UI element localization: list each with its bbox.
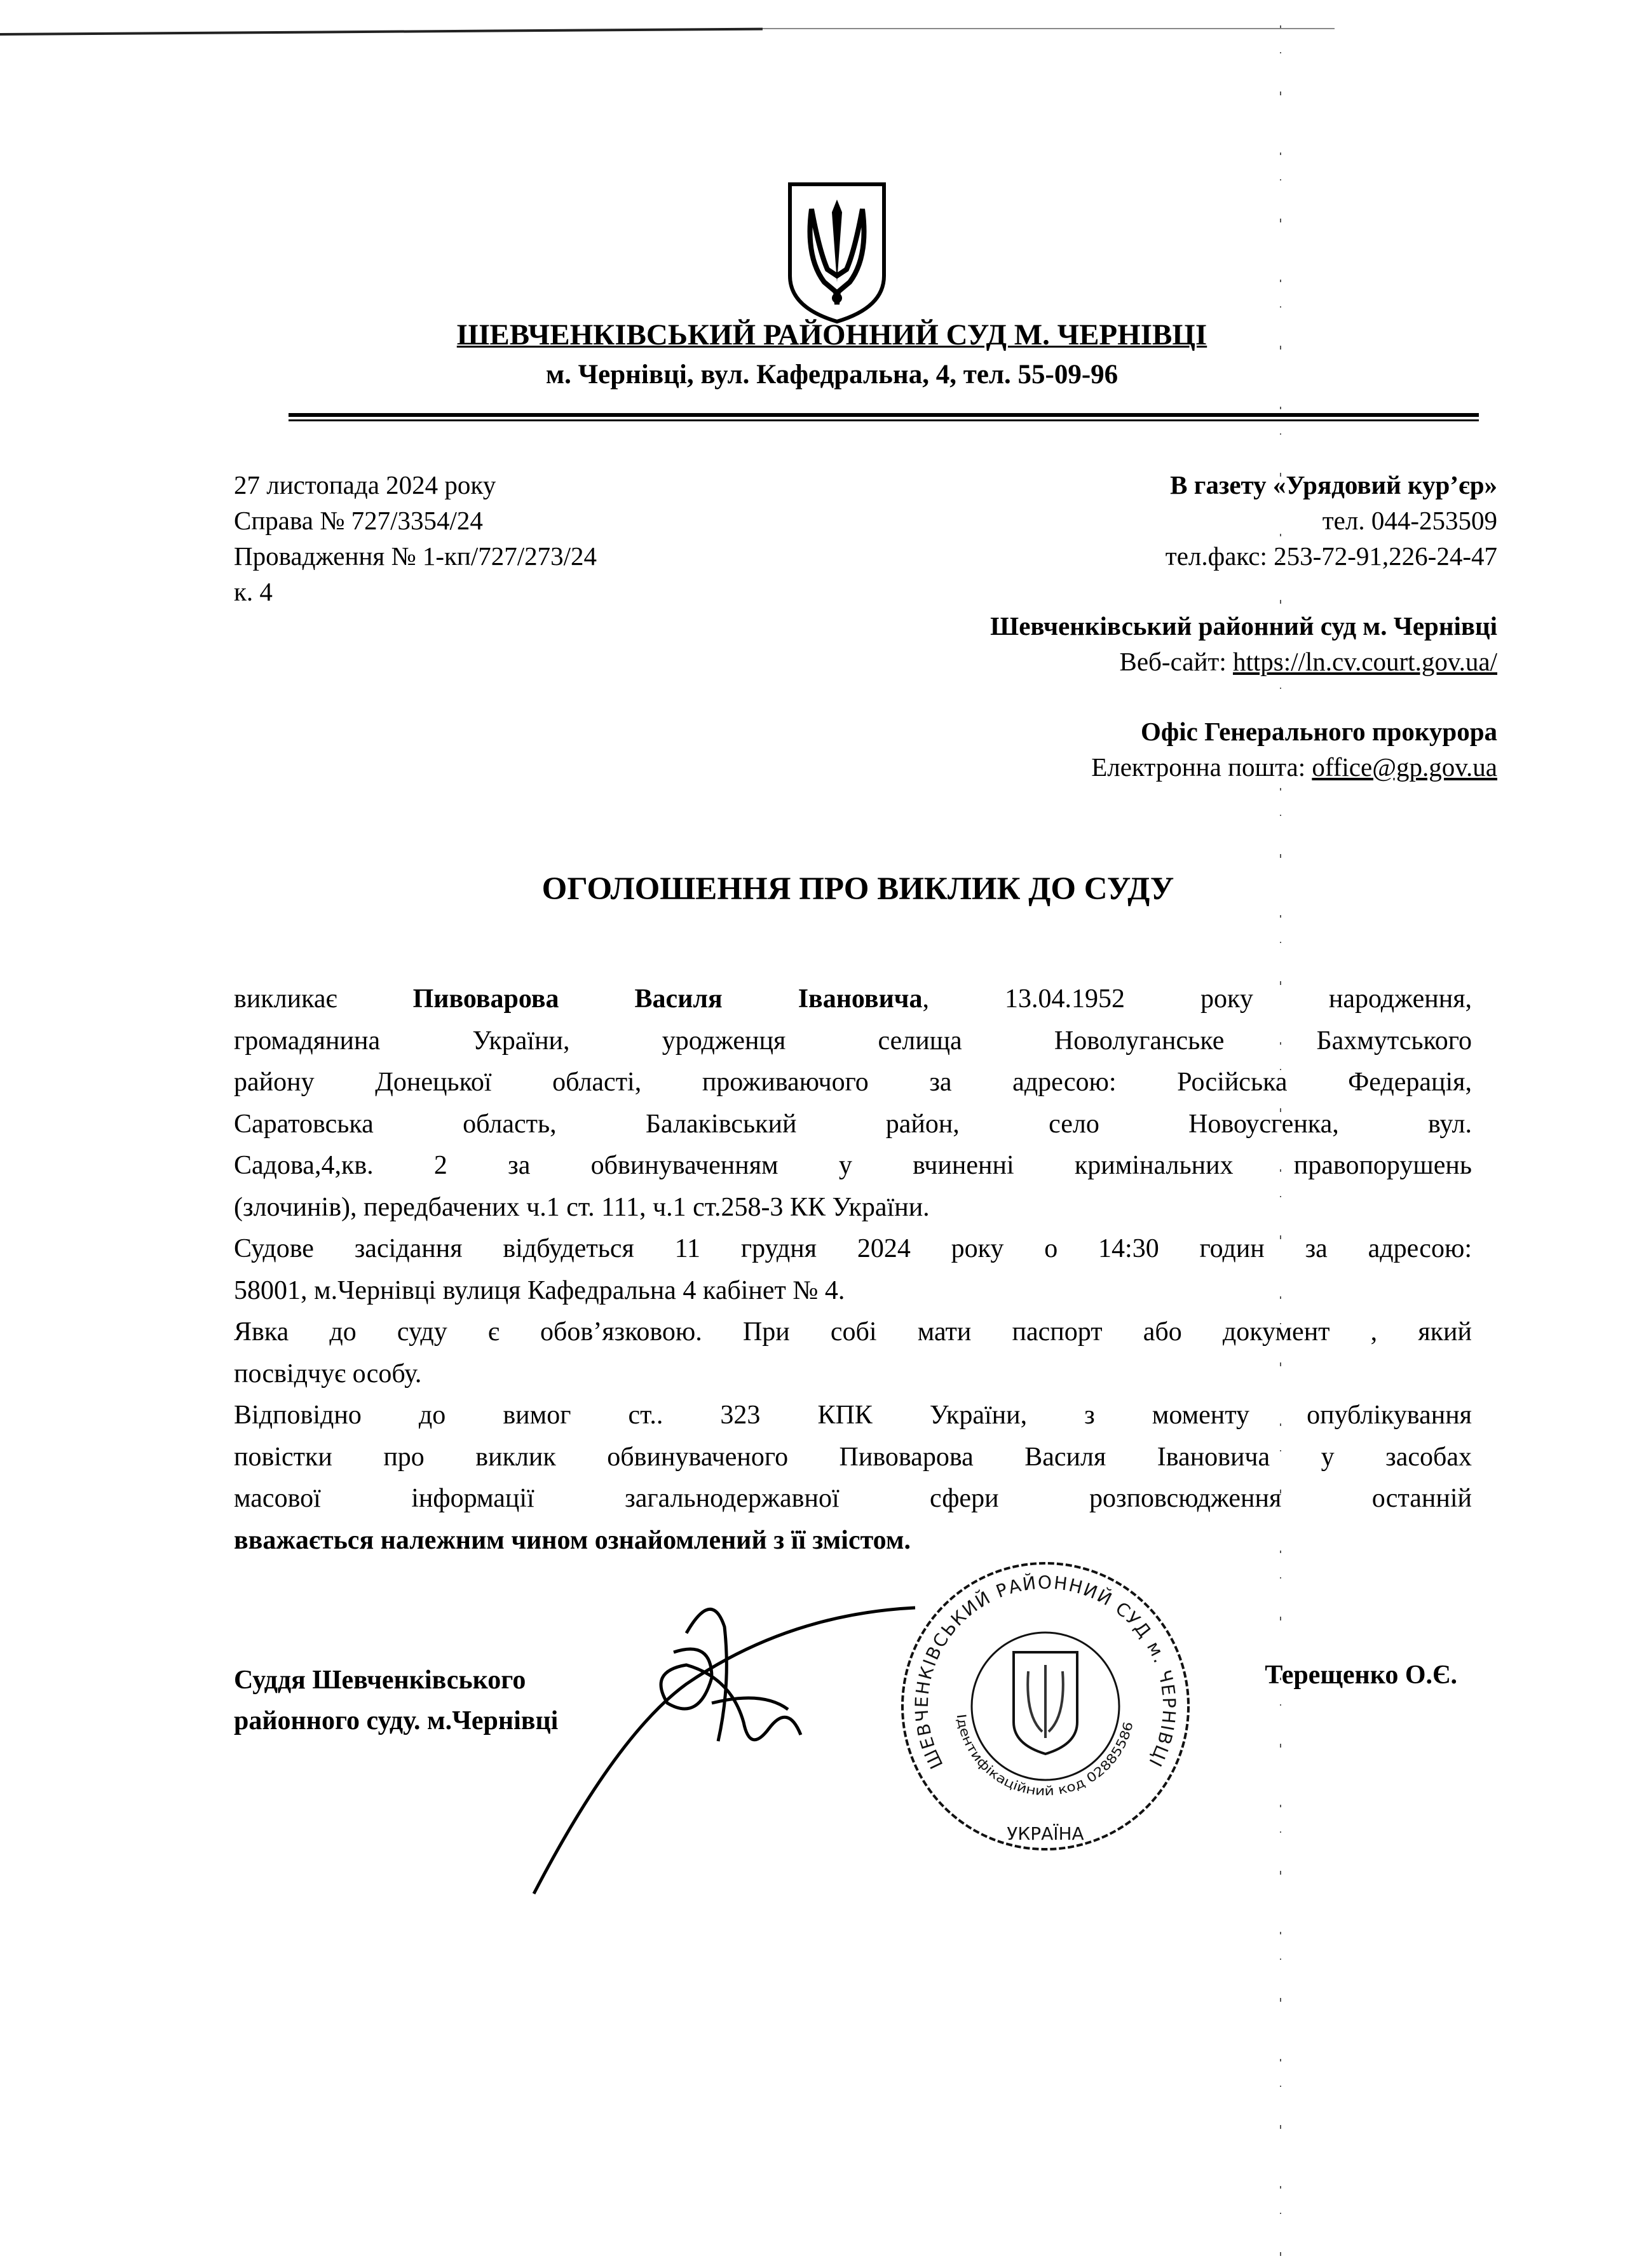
hearing-line: Судове засідання відбудеться 11 грудня 2024 року о 14:30 годин за адресою: — [234, 1234, 1472, 1263]
recipient-court: Шевченківський районний суд м. Чернівці — [990, 611, 1497, 641]
recipient-prosecutor: Офіс Генерального прокурора — [1141, 717, 1497, 746]
defendant-name: Пивоварова Василя Івановича — [412, 984, 923, 1014]
body-line — [234, 979, 1472, 1021]
header-divider — [289, 413, 1479, 417]
body-text: , 13.04.1952 року народження, — [922, 984, 1472, 1014]
proceeding-number: Провадження № 1-кп/727/273/24 — [234, 541, 597, 571]
judge-signature — [521, 1576, 966, 1906]
recipients — [990, 467, 1497, 785]
court-address: м. Чернівці, вул. Кафедральна, 4, тел. 55-09-96 — [545, 360, 1119, 390]
stamp-bottom-text: УКРАЇНА — [1007, 1823, 1084, 1844]
prosecutor-email-label: Електронна пошта: — [1091, 752, 1312, 782]
notice-title: ОГОЛОШЕННЯ ПРО ВИКЛИК ДО СУДУ — [541, 871, 1174, 907]
header-divider — [289, 419, 1479, 421]
notice-body — [234, 979, 1472, 1561]
body-line: Явка до суду є обов’язковою. При собі мати паспорт або документ , який — [234, 1317, 1472, 1347]
stamp-inner-text: Ідентифікаційний код 02885586 — [953, 1713, 1136, 1799]
scan-edge-line — [0, 28, 763, 36]
court-site-link[interactable]: https://ln.cv.court.gov.ua/ — [1232, 647, 1497, 676]
body-line: масової інформації загальнодержавної сфери розповсюдження останній — [234, 1484, 1472, 1513]
coat-of-arms-trident-icon — [786, 180, 888, 325]
judge-name: Терещенко О.Є. — [1265, 1660, 1457, 1690]
body-line: Садова,4,кв. 2 за обвинуваченням у вчиненні кримінальних правопорушень — [234, 1151, 1472, 1180]
judge-position-line: Суддя Шевченківського — [234, 1666, 526, 1695]
hearing-address-line: 58001, м.Чернівці вулиця Кафедральна 4 кабінет № 4. — [234, 1275, 845, 1305]
newspaper-phone: тел. 044-253509 — [1322, 506, 1497, 535]
body-line: Відповідно до вимог ст.. 323 КПК України, з моменту опублікування — [234, 1401, 1472, 1430]
stamp-outer-text: ШЕВЧЕНКІВСЬКИЙ РАЙОННИЙ СУД м. ЧЕРНІВЦІ — [911, 1572, 1180, 1772]
court-site-label: Веб-сайт: — [1119, 647, 1233, 676]
body-line: (злочинів), передбачених ч.1 ст. 111, ч.1 ст.258-3 КК України. — [234, 1192, 930, 1222]
body-line: району Донецької області, проживаючого за адресою: Російська Федерація, — [234, 1068, 1472, 1097]
recipient-newspaper: В газету «Урядовий кур’єр» — [1170, 470, 1497, 499]
case-info — [234, 467, 597, 609]
body-line: Саратовська область, Балаківський район, село Новоусгенка, вул. — [234, 1109, 1472, 1139]
body-line: вважається належним чином ознайомлений з її змістом. — [234, 1525, 911, 1555]
judge-position-line: районного суду. м.Чернівці — [234, 1706, 559, 1735]
court-title: ШЕВЧЕНКІВСЬКИЙ РАЙОННИЙ СУД М. ЧЕРНІВЦІ — [456, 318, 1207, 351]
scan-edge-line — [763, 28, 1335, 29]
prosecutor-email-link[interactable]: office@gp.gov.ua — [1312, 752, 1497, 782]
newspaper-fax: тел.факс: 253-72-91,226-24-47 — [1165, 541, 1497, 571]
body-line: посвідчує особу. — [234, 1359, 422, 1389]
body-line: громадянина України, уродженця селища Новолуганське Бахмутського — [234, 1026, 1472, 1056]
judge-position — [234, 1660, 558, 1741]
body-text: викликає — [234, 984, 413, 1014]
body-line: повістки про виклик обвинуваченого Пивоварова Василя Івановича у засобах — [234, 1442, 1472, 1472]
document-date: 27 листопада 2024 року — [234, 470, 496, 499]
case-number: Справа № 727/3354/24 — [234, 506, 483, 535]
room-number: к. 4 — [234, 577, 273, 606]
